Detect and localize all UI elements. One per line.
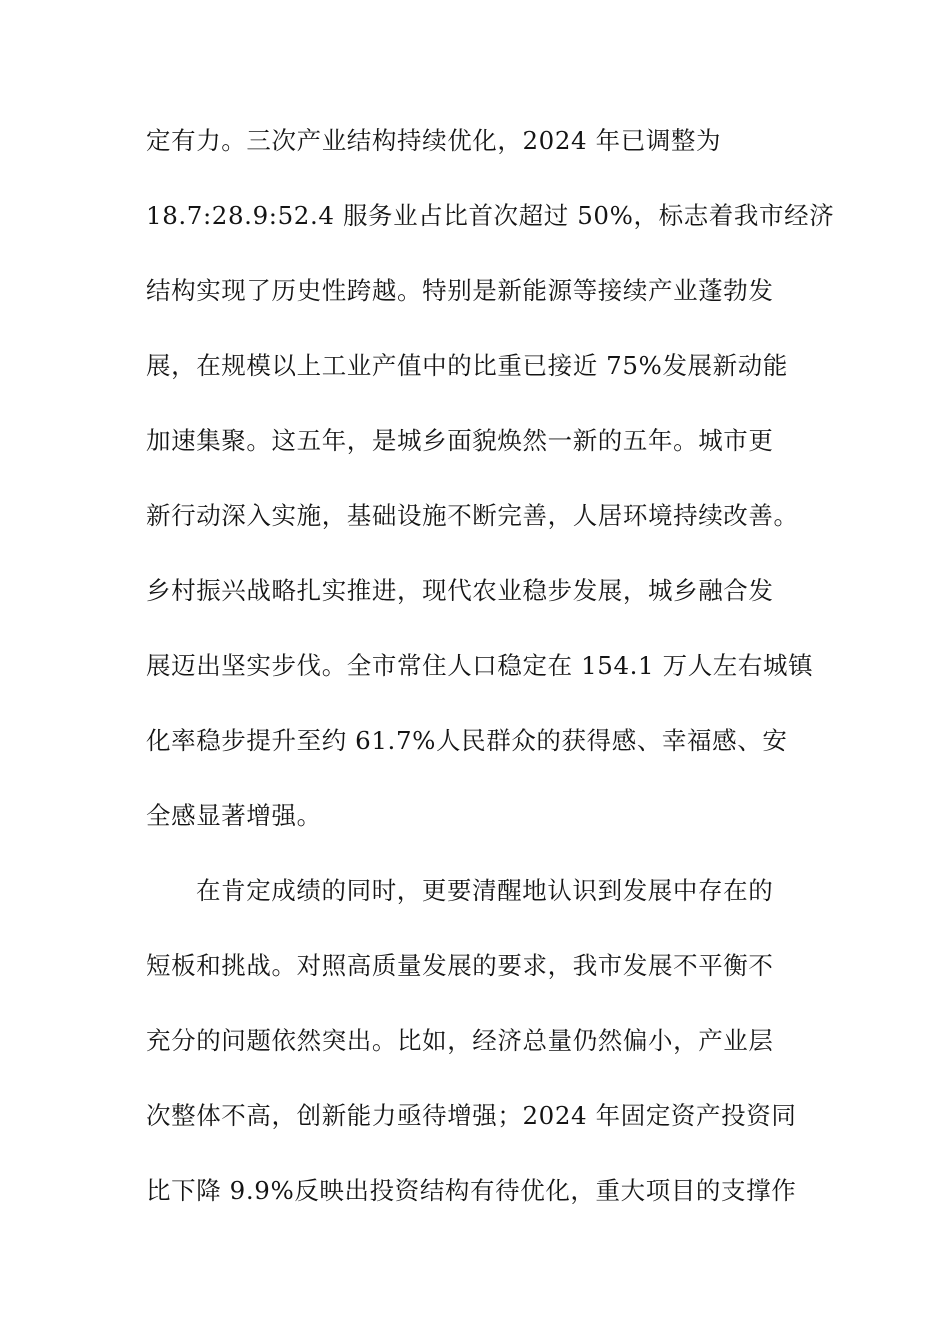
text-line: 化率稳步提升至约 61.7%人民群众的获得感、幸福感、安 bbox=[146, 726, 788, 755]
text-line: 新行动深入实施，基础设施不断完善，人居环境持续改善。 bbox=[146, 501, 799, 530]
text-line: 加速集聚。这五年，是城乡面貌焕然一新的五年。城市更 bbox=[146, 426, 774, 455]
text-line: 全感显著增强。 bbox=[146, 801, 322, 830]
text-line: 短板和挑战。对照高质量发展的要求，我市发展不平衡不 bbox=[146, 951, 774, 980]
text-line: 结构实现了历史性跨越。特别是新能源等接续产业蓬勃发 bbox=[146, 276, 774, 305]
text-line: 次整体不高，创新能力亟待增强；2024 年固定资产投资同 bbox=[146, 1101, 797, 1130]
text-line: 乡村振兴战略扎实推进，现代农业稳步发展，城乡融合发 bbox=[146, 576, 774, 605]
text-line: 在肯定成绩的同时，更要清醒地认识到发展中存在的 bbox=[196, 876, 774, 905]
text-line: 展迈出坚实步伐。全市常住人口稳定在 154.1 万人左右城镇 bbox=[146, 651, 814, 680]
text-line: 比下降 9.9%反映出投资结构有待优化，重大项目的支撑作 bbox=[146, 1176, 797, 1205]
text-line: 充分的问题依然突出。比如，经济总量仍然偏小，产业层 bbox=[146, 1026, 774, 1055]
text-line: 18.7:28.9:52.4 服务业占比首次超过 50%，标志着我市经济 bbox=[146, 201, 835, 230]
text-line: 定有力。三次产业结构持续优化，2024 年已调整为 bbox=[146, 126, 722, 155]
text-line: 展，在规模以上工业产值中的比重已接近 75%发展新动能 bbox=[146, 351, 788, 380]
